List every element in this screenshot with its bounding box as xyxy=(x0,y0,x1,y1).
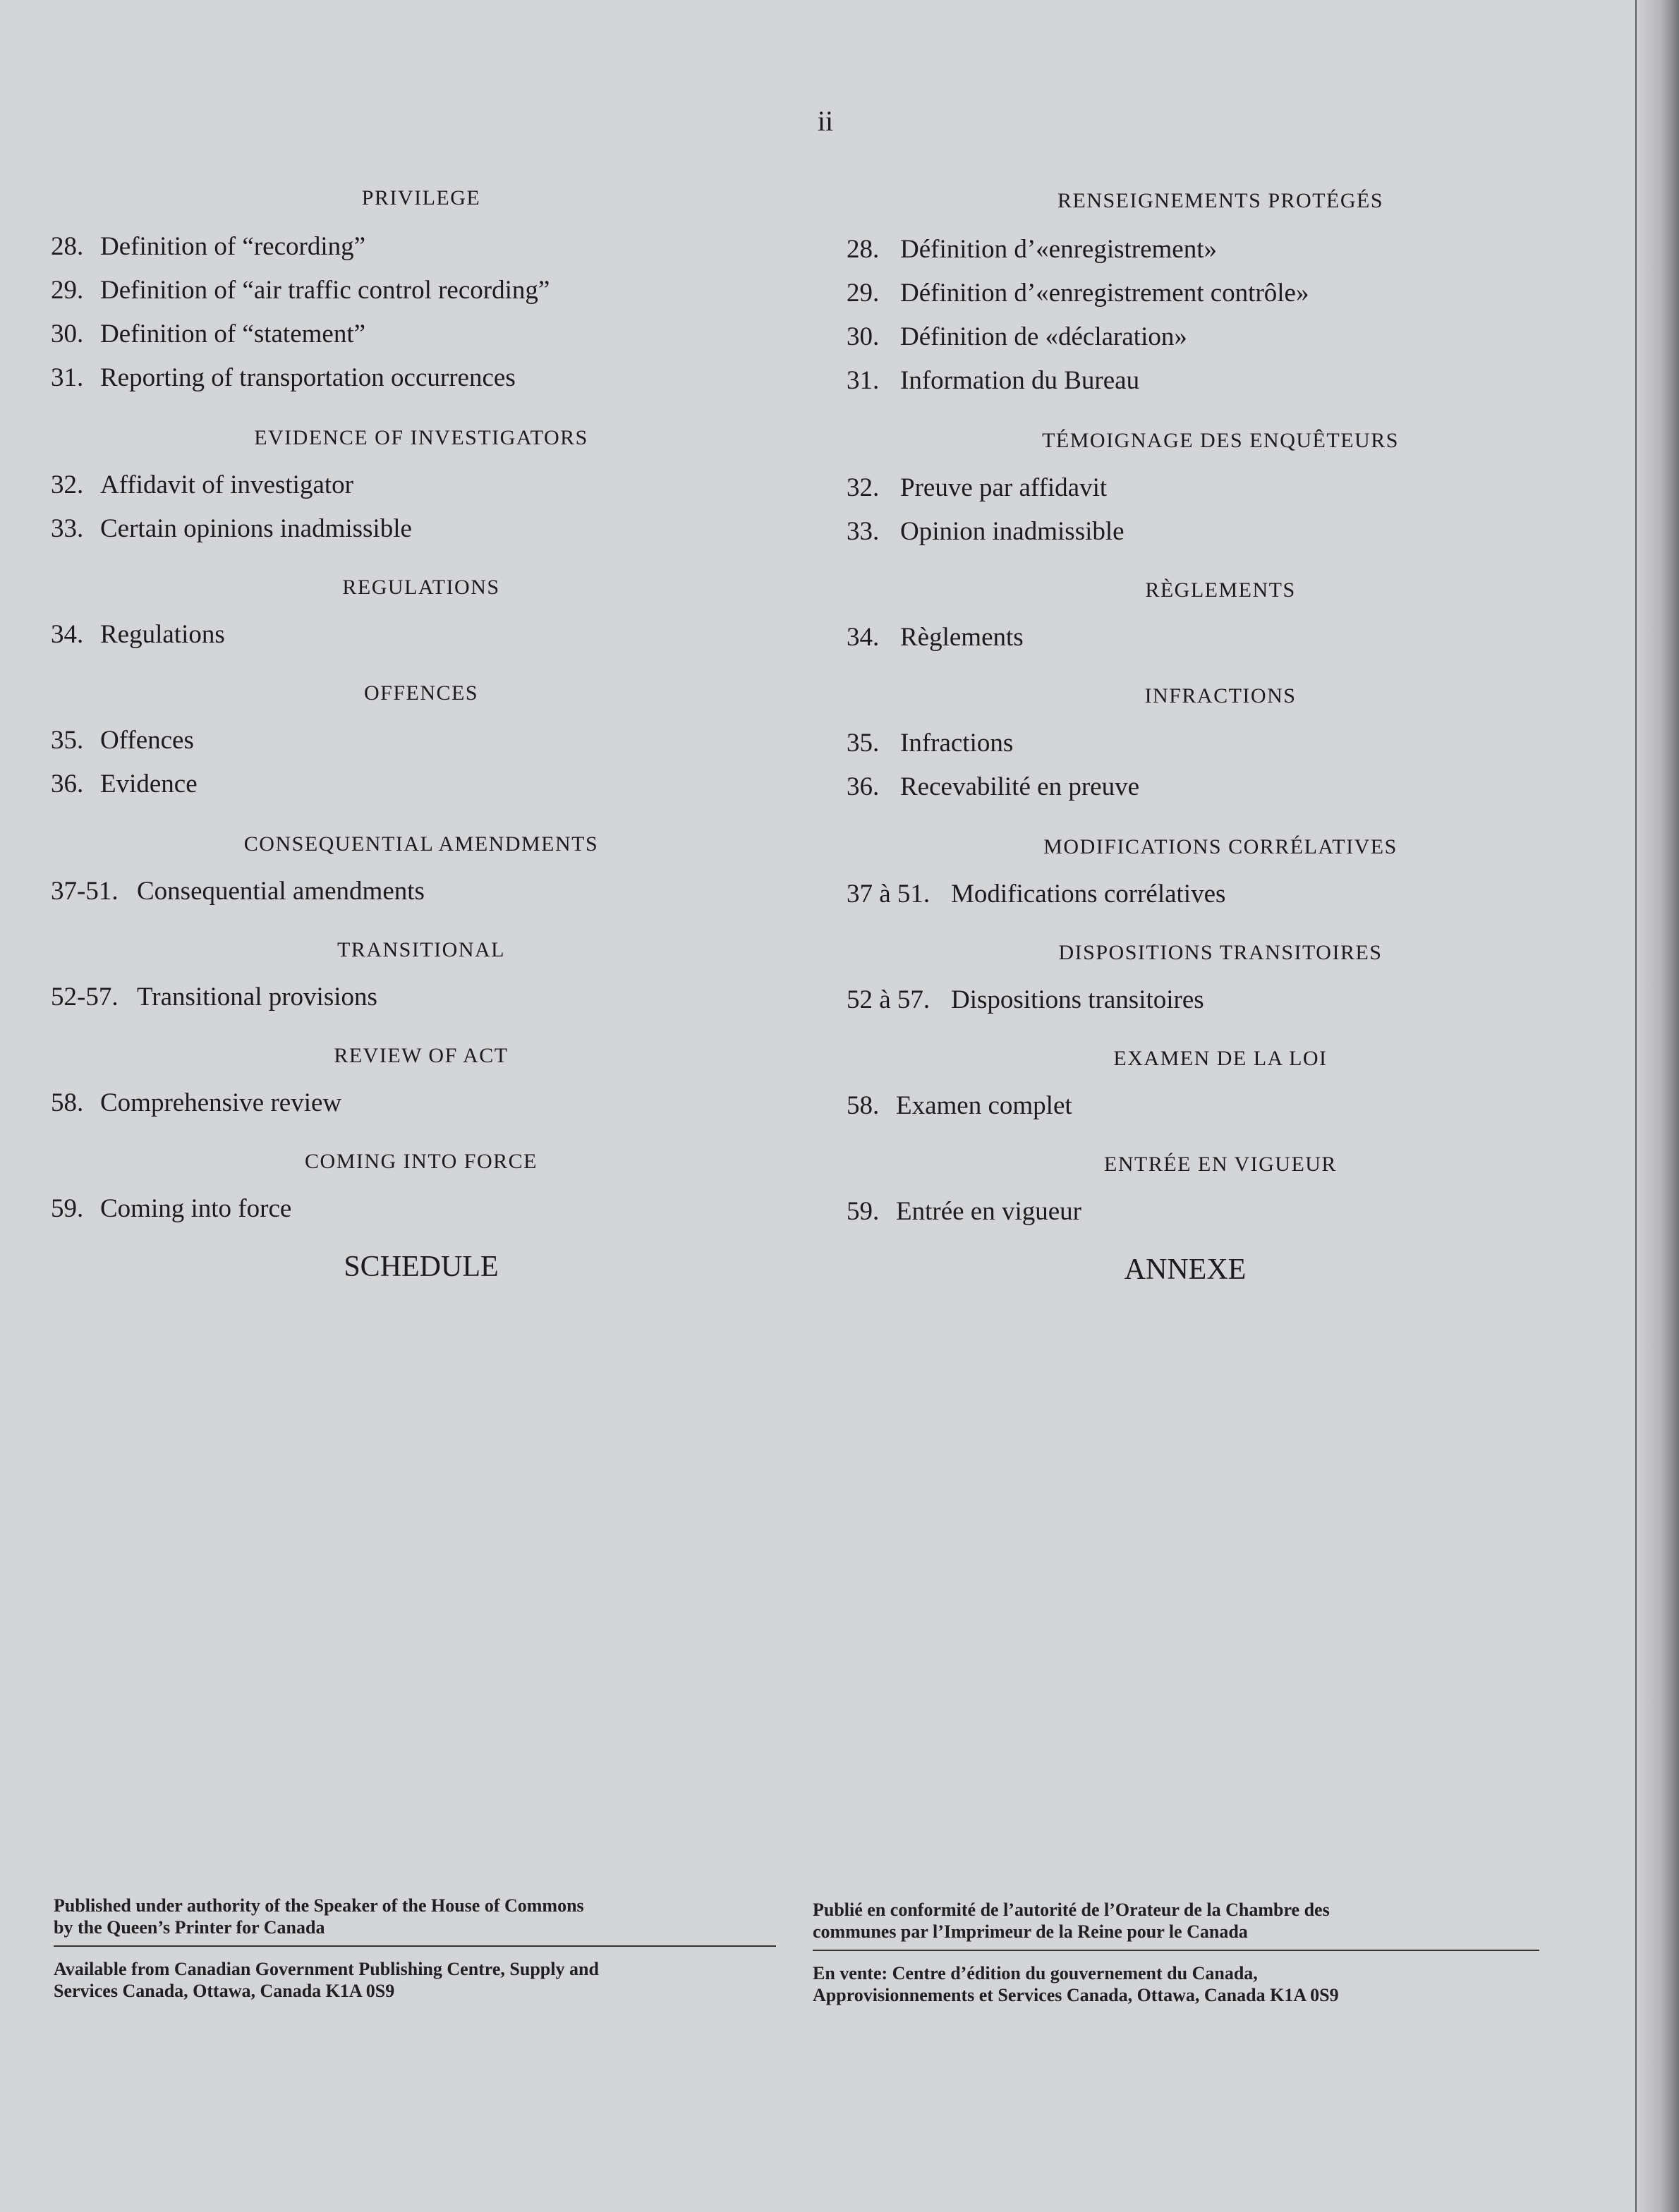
heading-entree-en-vigueur: ENTRÉE EN VIGUEUR xyxy=(1104,1153,1337,1176)
french-footer xyxy=(813,1899,1539,2006)
list-item: 32. Preuve par affidavit xyxy=(847,473,1108,502)
heading-reglements: RÈGLEMENTS xyxy=(1145,578,1296,602)
list-item: 30. Définition de «déclaration» xyxy=(847,322,1187,351)
list-item: 35. Infractions xyxy=(847,729,1014,758)
schedule-heading: SCHEDULE xyxy=(344,1251,499,1283)
list-item: 37-51. Consequential amendments xyxy=(51,877,425,906)
list-item: 59. Entrée en vigueur xyxy=(847,1197,1081,1226)
list-item: 58. Examen complet xyxy=(847,1091,1072,1120)
list-item: 28. Definition of “recording” xyxy=(51,232,366,261)
list-item: 35. Offences xyxy=(51,726,194,755)
footer-divider xyxy=(54,1945,776,1947)
heading-renseignements-proteges: RENSEIGNEMENTS PROTÉGÉS xyxy=(1057,189,1383,212)
list-item: 58. Comprehensive review xyxy=(51,1088,342,1117)
list-item: 29. Définition d’«enregistrement contrôle» xyxy=(847,279,1309,308)
annexe-heading: ANNEXE xyxy=(1124,1253,1247,1286)
english-publication-note: Published under authority of the Speaker of the House of Commons by the Queen’s Printer for Canada xyxy=(54,1895,584,1938)
french-availability-note: En vente: Centre d’édition du gouvernement du Canada, Approvisionnements et Services Canada, Ottawa, Canada K1A 0S9 xyxy=(813,1963,1339,2005)
list-item: 52 à 57. Dispositions transitoires xyxy=(847,985,1204,1014)
list-item: 30. Definition of “statement” xyxy=(51,320,366,348)
heading-privilege: PRIVILEGE xyxy=(361,186,481,209)
heading-transitional: TRANSITIONAL xyxy=(337,938,505,961)
list-item: 52-57. Transitional provisions xyxy=(51,983,377,1011)
heading-review-of-act: REVIEW OF ACT xyxy=(334,1044,509,1067)
list-item: 34. Règlements xyxy=(847,623,1024,652)
page-number: ii xyxy=(817,105,834,137)
footer-divider xyxy=(813,1950,1539,1951)
page-edge xyxy=(1637,0,1679,2212)
heading-temoignage-des-enqueteurs: TÉMOIGNAGE DES ENQUÊTEURS xyxy=(1042,429,1399,452)
list-item: 29. Definition of “air traffic control recording” xyxy=(51,276,550,305)
heading-dispositions-transitoires: DISPOSITIONS TRANSITOIRES xyxy=(1058,941,1383,964)
list-item: 36. Evidence xyxy=(51,770,198,798)
list-item: 32. Affidavit of investigator xyxy=(51,470,353,499)
heading-modifications-correlatives: MODIFICATIONS CORRÉLATIVES xyxy=(1043,835,1398,858)
heading-coming-into-force: COMING INTO FORCE xyxy=(305,1150,538,1173)
english-availability-note: Available from Canadian Government Publishing Centre, Supply and Services Canada, Ottawa, Canada K1A 0S9 xyxy=(54,1959,599,2001)
heading-infractions: INFRACTIONS xyxy=(1144,684,1297,707)
heading-offences: OFFENCES xyxy=(363,681,479,705)
list-item: 34. Regulations xyxy=(51,620,225,649)
list-item: 33. Certain opinions inadmissible xyxy=(51,514,412,543)
heading-evidence-of-investigators: EVIDENCE OF INVESTIGATORS xyxy=(254,426,588,449)
list-item: 31. Reporting of transportation occurrences xyxy=(51,363,516,392)
list-item: 33. Opinion inadmissible xyxy=(847,517,1125,546)
list-item: 36. Recevabilité en preuve xyxy=(847,772,1139,801)
list-item: 28. Définition d’«enregistrement» xyxy=(847,235,1218,264)
list-item: 37 à 51. Modifications corrélatives xyxy=(847,880,1226,909)
french-publication-note: Publié en conformité de l’autorité de l’Orateur de la Chambre des communes par l’Imprimeur de la Reine pour le Canada xyxy=(813,1900,1330,1942)
list-item: 59. Coming into force xyxy=(51,1194,292,1223)
heading-consequential-amendments: CONSEQUENTIAL AMENDMENTS xyxy=(243,832,599,856)
heading-examen-de-la-loi: EXAMEN DE LA LOI xyxy=(1113,1047,1328,1070)
list-item: 31. Information du Bureau xyxy=(847,366,1140,395)
english-footer xyxy=(54,1895,776,2002)
heading-regulations: REGULATIONS xyxy=(342,576,500,599)
